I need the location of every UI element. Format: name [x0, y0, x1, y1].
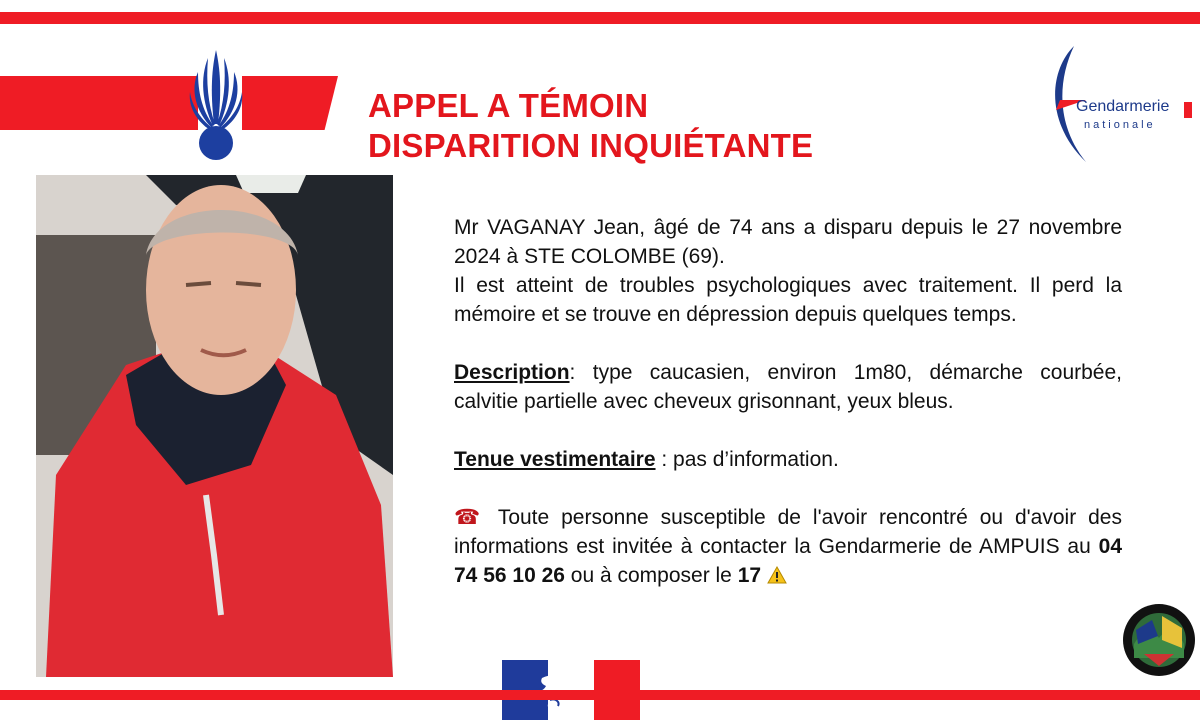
title-line-appeal: APPEL A TÉMOIN	[368, 87, 649, 124]
notice-identity: Mr VAGANAY Jean, âgé de 74 ans a disparu depuis le 27 novembre 2024 à STE COLOMBE (69).	[454, 216, 1122, 268]
contact-phone-number: 04 74 56 10 26	[454, 535, 1122, 587]
notice-description	[454, 358, 1122, 416]
top-red-bar	[0, 12, 1200, 24]
title-line-disappearance: DISPARITION INQUIÉTANTE	[368, 127, 814, 164]
contact-text-intro: Toute personne susceptible de l'avoir rencontré ou d'avoir des informations est invitée à contacter la Gendarmerie de AMPUIS au	[454, 506, 1122, 558]
flame-grenade-icon	[186, 46, 246, 164]
contact-text-mid: ou à composer le	[564, 564, 738, 587]
logo-label-sub: nationale	[1084, 119, 1156, 131]
poster-title	[368, 86, 813, 166]
person-portrait	[36, 175, 393, 677]
notice-body	[454, 213, 1122, 590]
emergency-number: 17	[737, 564, 762, 587]
clothing-label: Tenue vestimentaire	[454, 448, 656, 471]
notice-condition: Il est atteint de troubles psychologiques avec traitement. Il perd la mémoire et se trouve en dépression depuis quelques temps.	[454, 274, 1122, 326]
rhone-gendarmerie-seal	[1122, 600, 1196, 680]
missing-person-photo	[36, 175, 393, 677]
bottom-red-bar	[0, 690, 1200, 700]
seal-emblem-icon	[1122, 600, 1196, 680]
notice-clothing	[454, 445, 1122, 474]
description-text: : type caucasien, environ 1m80, démarche courbée, calvitie partielle avec cheveux grisonnant, yeux bleus.	[454, 361, 1122, 413]
logo-label-main: Gendarmerie	[1076, 98, 1170, 115]
warning-icon	[767, 561, 787, 590]
telephone-icon: ☎	[454, 506, 487, 529]
right-red-band	[242, 76, 338, 130]
gendarmerie-logo	[1046, 42, 1196, 166]
left-red-band	[0, 76, 198, 130]
notice-contact	[454, 503, 1122, 590]
description-label: Description	[454, 361, 570, 384]
clothing-text: : pas d’information.	[655, 448, 839, 471]
